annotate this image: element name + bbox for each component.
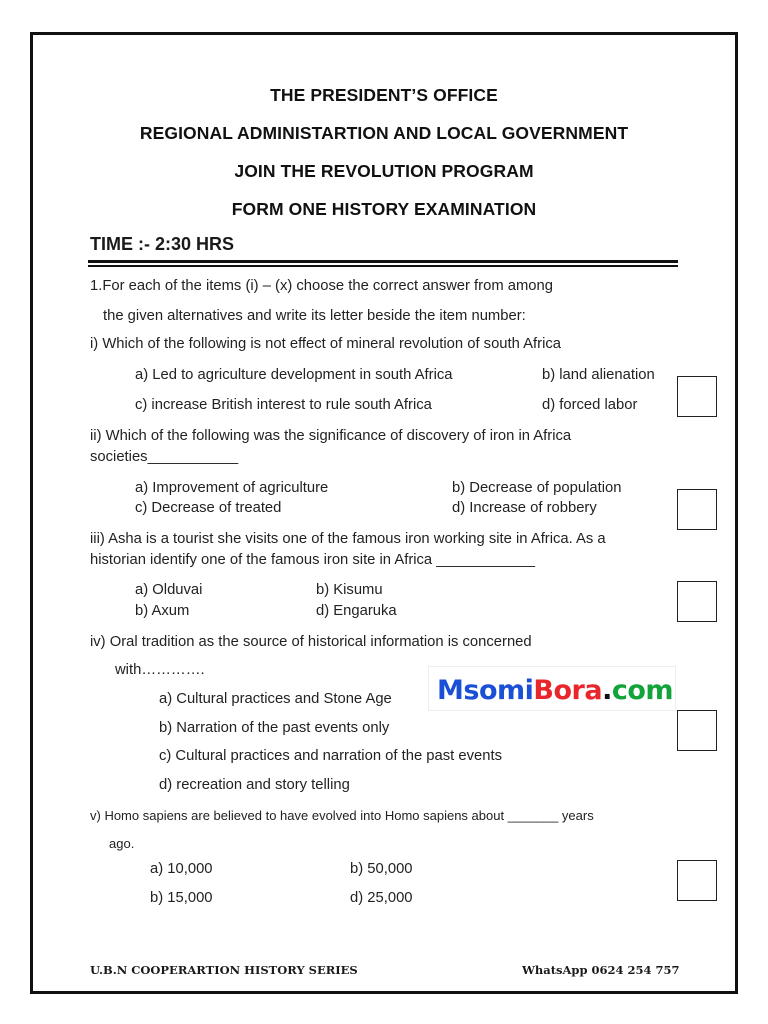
question-5-stem-line-2: ago. xyxy=(109,836,135,851)
question-1-option-b: b) land alienation xyxy=(542,367,655,383)
question-4-stem-line-1: iv) Oral tradition as the source of historical information is concerned xyxy=(90,634,532,650)
divider-thick xyxy=(88,260,678,263)
question-2-option-a: a) Improvement of agriculture xyxy=(135,480,329,496)
question-2-option-b: b) Decrease of population xyxy=(452,480,622,496)
question-4-option-a: a) Cultural practices and Stone Age xyxy=(159,691,392,707)
logo-part-dot: . xyxy=(602,675,612,706)
question-2-answer-box[interactable] xyxy=(677,489,717,530)
question-4-stem-line-2: with…………. xyxy=(115,662,205,678)
header-exam-title: FORM ONE HISTORY EXAMINATION xyxy=(231,199,537,219)
question-2-option-d: d) Increase of robbery xyxy=(452,500,597,516)
question-1-option-c: c) increase British interest to rule south Africa xyxy=(135,397,432,413)
question-3-option-b: b) Kisumu xyxy=(316,582,383,598)
question-4-option-d: d) recreation and story telling xyxy=(159,777,350,793)
divider-thin xyxy=(88,265,678,267)
header-regional: REGIONAL ADMINISTARTION AND LOCAL GOVERNMENT xyxy=(139,123,629,143)
footer-series: U.B.N COOPERARTION HISTORY SERIES xyxy=(90,963,358,977)
question-4-answer-box[interactable] xyxy=(677,710,717,751)
question-3-option-c: b) Axum xyxy=(135,603,190,619)
question-1-option-d: d) forced labor xyxy=(542,397,638,413)
question-5-answer-box[interactable] xyxy=(677,860,717,901)
question-1-answer-box[interactable] xyxy=(677,376,717,417)
exam-time: TIME :- 2:30 HRS xyxy=(90,234,235,254)
instruction-line-1: 1.For each of the items (i) – (x) choose the correct answer from among xyxy=(90,278,553,294)
question-3-option-d: d) Engaruka xyxy=(316,603,397,619)
question-2-stem-line-2: societies___________ xyxy=(90,449,239,465)
question-3-option-a: a) Olduvai xyxy=(135,582,203,598)
question-3-stem-line-2: historian identify one of the famous iron site in Africa ____________ xyxy=(90,552,536,568)
header-office: THE PRESIDENT’S OFFICE xyxy=(270,85,498,105)
msomibora-watermark-logo xyxy=(428,666,676,711)
question-4-option-c: c) Cultural practices and narration of the past events xyxy=(159,748,502,764)
question-5-option-d: d) 25,000 xyxy=(350,890,413,906)
question-1-option-a: a) Led to agriculture development in south Africa xyxy=(135,367,453,383)
logo-part-msomi: Msomi xyxy=(437,675,534,706)
question-5-option-b: b) 50,000 xyxy=(350,861,413,877)
question-2-stem-line-1: ii) Which of the following was the significance of discovery of iron in Africa xyxy=(90,428,572,444)
footer-whatsapp: WhatsApp 0624 254 757 xyxy=(522,963,680,977)
instruction-line-2: the given alternatives and write its letter beside the item number: xyxy=(103,308,526,324)
header-program: JOIN THE REVOLUTION PROGRAM xyxy=(234,161,534,181)
question-5-option-c: b) 15,000 xyxy=(150,890,213,906)
question-1-stem: i) Which of the following is not effect of mineral revolution of south Africa xyxy=(90,336,561,352)
logo-part-bora: Bora xyxy=(533,675,603,706)
question-5-option-a: a) 10,000 xyxy=(150,861,213,877)
logo-part-com: com xyxy=(611,675,674,706)
question-4-option-b: b) Narration of the past events only xyxy=(159,720,390,736)
question-5-stem-line-1: v) Homo sapiens are believed to have evolved into Homo sapiens about _______ years xyxy=(90,808,594,823)
question-2-option-c: c) Decrease of treated xyxy=(135,500,282,516)
question-3-stem-line-1: iii) Asha is a tourist she visits one of the famous iron working site in Africa. As a xyxy=(90,531,606,547)
question-3-answer-box[interactable] xyxy=(677,581,717,622)
